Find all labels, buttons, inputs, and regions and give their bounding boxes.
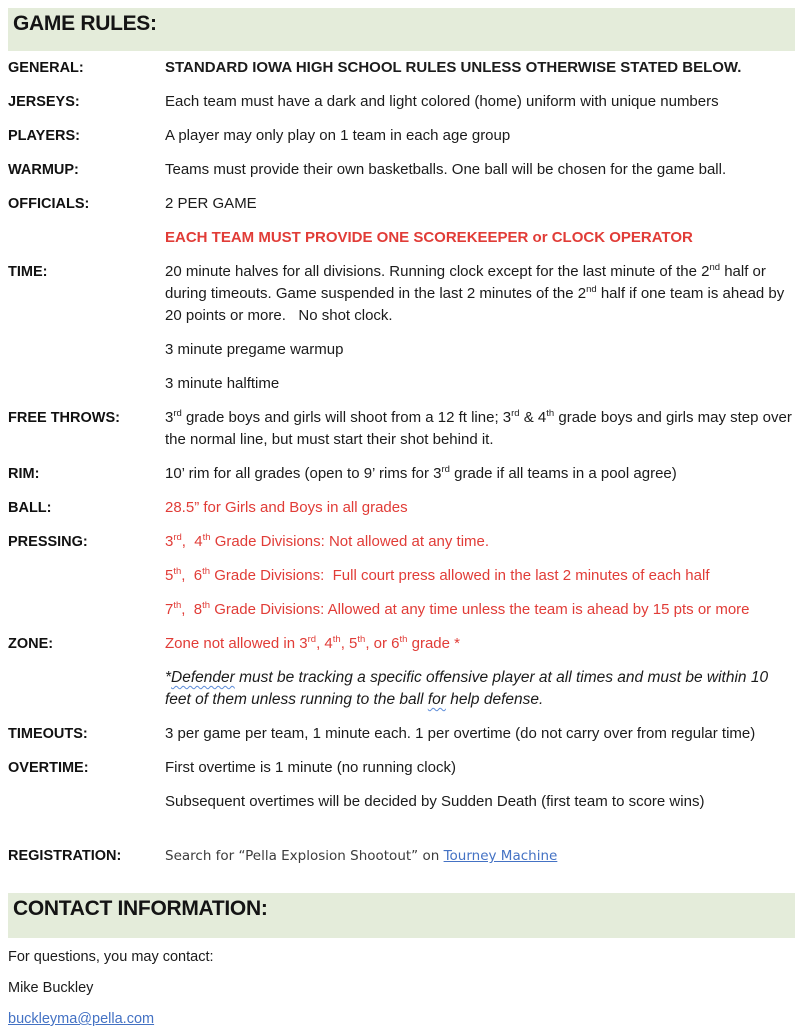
paragraph: [165, 845, 795, 867]
rule-content: [165, 723, 795, 757]
text-run: 3 per game per team, 1 minute each. 1 per overtime (do not carry over from regular time): [165, 725, 756, 742]
rule-label: PRESSING:: [8, 534, 88, 550]
paragraph: [165, 667, 795, 711]
paragraph: [8, 1008, 795, 1030]
text-run: 3 minute halftime: [165, 375, 280, 392]
game-rules-title: GAME RULES:: [13, 12, 157, 35]
rule-row-ball: [8, 497, 795, 531]
text-run: 10’ rim for all grades (open to 9’ rims for 3: [165, 465, 442, 482]
rule-row-pressing: [8, 531, 795, 633]
rule-content: [165, 261, 795, 407]
paragraph: [165, 91, 795, 113]
rule-row-time: [8, 261, 795, 407]
rule-content: [165, 125, 795, 159]
rule-label: TIMEOUTS:: [8, 726, 88, 742]
text-run: 3: [165, 533, 174, 550]
rule-row-general: [8, 57, 795, 91]
paragraph: [165, 497, 795, 519]
rule-content: [165, 193, 795, 261]
text-run: & 4: [519, 409, 547, 426]
text-run: Zone not allowed in 3: [165, 635, 308, 652]
text-run: Mike Buckley: [8, 980, 94, 996]
rule-row-timeouts: [8, 723, 795, 757]
text-run: must be tracking a specific offensive player at all times and must be within 10 feet of them unless running to the ball: [165, 669, 773, 708]
rule-label: GENERAL:: [8, 60, 84, 76]
text-run: , 4: [316, 635, 333, 652]
text-run: EACH TEAM MUST PROVIDE ONE SCOREKEEPER or CLOCK OPERATOR: [165, 229, 693, 246]
text-run: half or during timeouts. Game suspended in the last 2 minutes of the 2: [165, 263, 771, 302]
paragraph: [165, 463, 795, 485]
text-run: half if one team is ahead by 20 points or more. No shot clock.: [165, 285, 789, 324]
superscript-text: th: [399, 634, 408, 645]
rule-content: [165, 633, 795, 723]
rule-content: [165, 57, 795, 91]
rule-content: [165, 91, 795, 125]
rule-label: JERSEYS:: [8, 94, 80, 110]
paragraph: [8, 946, 795, 968]
paragraph: [165, 227, 795, 249]
superscript-text: th: [332, 634, 341, 645]
text-run: 5: [165, 567, 174, 584]
spellcheck-flagged-word: for: [427, 691, 446, 708]
contact-title: CONTACT INFORMATION:: [13, 897, 268, 920]
paragraph: [165, 159, 795, 181]
rule-content: [165, 159, 795, 193]
paragraph: [165, 723, 795, 745]
rule-content: [165, 407, 795, 463]
text-run: , 5: [340, 635, 358, 652]
game-rules-header-bar: [8, 8, 795, 51]
rule-row-rim: [8, 463, 795, 497]
paragraph: [165, 407, 795, 451]
paragraph: [165, 531, 795, 553]
rule-content: [165, 497, 795, 531]
superscript-text: th: [202, 532, 211, 543]
rule-row-jerseys: [8, 91, 795, 125]
rule-label: BALL:: [8, 500, 52, 516]
superscript-text: th: [202, 566, 211, 577]
rule-label: REGISTRATION:: [8, 848, 122, 864]
text-run: 28.5” for Girls and Boys in all grades: [165, 499, 408, 516]
text-run: grade boys and girls will shoot from a 12 ft line; 3: [181, 409, 512, 426]
paragraph: [165, 125, 795, 147]
text-run: 20 minute halves for all divisions. Running clock except for the last minute of the 2: [165, 263, 710, 280]
rule-row-freethrows: [8, 407, 795, 463]
text-run: Grade Divisions: Not allowed at any time.: [210, 533, 490, 550]
rule-content: [165, 531, 795, 633]
text-run: First overtime is 1 minute (no running clock): [165, 759, 456, 776]
paragraph: [165, 373, 795, 395]
text-run: 2 PER GAME: [165, 195, 257, 212]
text-run: STANDARD IOWA HIGH SCHOOL RULES UNLESS OTHERWISE STATED BELOW.: [165, 59, 742, 76]
rule-row-registration: [8, 845, 795, 879]
spellcheck-flagged-word: Defender: [171, 669, 235, 686]
superscript-text: th: [357, 634, 366, 645]
text-run: For questions, you may contact:: [8, 949, 214, 965]
paragraph: [165, 193, 795, 215]
text-run: *: [165, 669, 172, 686]
text-run: Grade Divisions: Full court press allowed in the last 2 minutes of each half: [210, 567, 710, 584]
hyperlink[interactable]: Tourney Machine: [443, 848, 558, 864]
paragraph: [165, 599, 795, 621]
superscript-text: rd: [173, 408, 182, 419]
rule-content: [165, 845, 795, 879]
text-run: Subsequent overtimes will be decided by Sudden Death (first team to score wins): [165, 793, 705, 810]
paragraph: [165, 791, 795, 813]
paragraph: [165, 565, 795, 587]
text-run: 7: [165, 601, 174, 618]
rule-label: FREE THROWS:: [8, 410, 120, 426]
superscript-text: rd: [307, 634, 317, 645]
rule-row-officials: [8, 193, 795, 261]
superscript-text: nd: [709, 262, 721, 273]
rule-row-warmup: [8, 159, 795, 193]
paragraph: [165, 633, 795, 655]
rule-label: OVERTIME:: [8, 760, 89, 776]
paragraph: [165, 261, 795, 327]
superscript-text: th: [546, 408, 555, 419]
text-run: A player may only play on 1 team in each age group: [165, 127, 511, 144]
superscript-text: rd: [511, 408, 520, 419]
rule-label: WARMUP:: [8, 162, 79, 178]
hyperlink[interactable]: buckleyma@pella.com: [8, 1011, 155, 1027]
text-run: , 6: [181, 567, 203, 584]
rule-content: [165, 463, 795, 497]
rule-content: [165, 757, 795, 825]
paragraph: [165, 57, 795, 79]
rule-label: TIME:: [8, 264, 48, 280]
rule-label: OFFICIALS:: [8, 196, 90, 212]
paragraph: [165, 757, 795, 779]
text-run: grade *: [407, 635, 460, 652]
text-run: 3: [165, 409, 174, 426]
rule-label: PLAYERS:: [8, 128, 80, 144]
text-run: grade boys and girls may step over the normal line, but must start their shot behind it.: [165, 409, 797, 448]
text-run: Grade Divisions: Allowed at any time unless the team is ahead by 15 pts or more: [210, 601, 750, 618]
superscript-text: th: [202, 600, 211, 611]
text-run: , or 6: [365, 635, 400, 652]
text-run: , 4: [181, 533, 203, 550]
superscript-text: rd: [441, 464, 450, 475]
superscript-text: rd: [173, 532, 182, 543]
rule-row-overtime: [8, 757, 795, 825]
superscript-text: th: [173, 600, 182, 611]
contact-header-bar: [8, 893, 795, 938]
paragraph: [8, 977, 795, 999]
rule-label: ZONE:: [8, 636, 54, 652]
rule-label: RIM:: [8, 466, 40, 482]
text-run: Teams must provide their own basketballs. One ball will be chosen for the game ball.: [165, 161, 727, 178]
paragraph: [165, 339, 795, 361]
contact-lines: [8, 946, 795, 1030]
superscript-text: nd: [586, 284, 597, 295]
text-run: 3 minute pregame warmup: [165, 341, 344, 358]
rule-row-players: [8, 125, 795, 159]
rules-list: [8, 57, 795, 879]
superscript-text: th: [173, 566, 182, 577]
text-run: Each team must have a dark and light colored (home) uniform with unique numbers: [165, 93, 719, 110]
text-run: grade if all teams in a pool agree): [449, 465, 677, 482]
text-run: help defense.: [445, 691, 544, 708]
text-run: , 8: [181, 601, 203, 618]
text-run: Search for “Pella Explosion Shootout” on: [165, 848, 444, 864]
rule-row-zone: [8, 633, 795, 723]
